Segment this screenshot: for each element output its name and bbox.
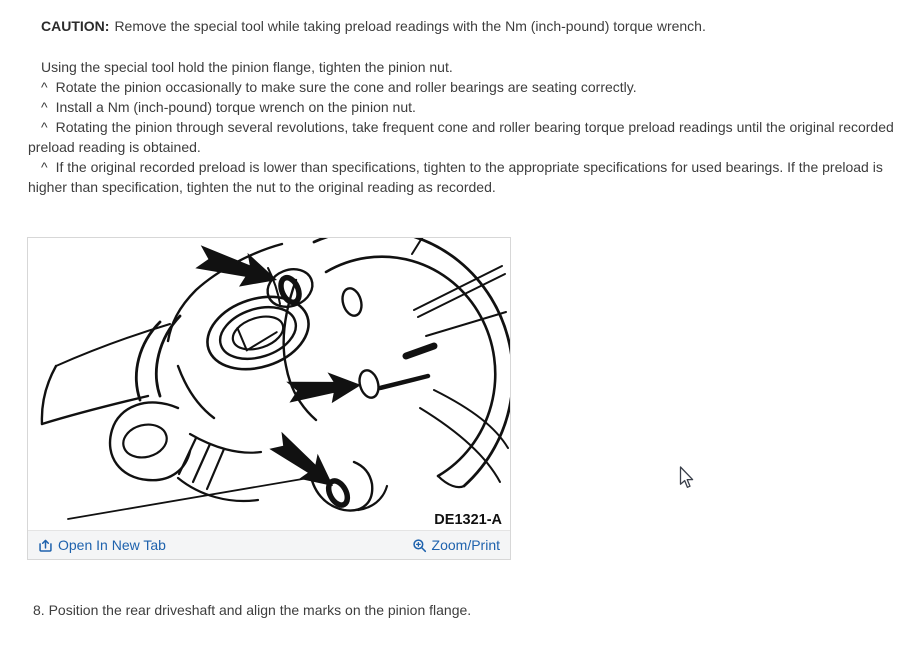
magnifier-plus-icon bbox=[412, 538, 427, 553]
pinion-flange-diagram bbox=[28, 238, 510, 530]
diagram-driveshaft-tube bbox=[42, 316, 180, 424]
zoom-print-label: Zoom/Print bbox=[431, 537, 500, 553]
open-in-new-tab-label: Open In New Tab bbox=[58, 537, 166, 553]
caution-text: Remove the special tool while taking preload readings with the Nm (inch-pound) torque wrench. bbox=[114, 18, 706, 34]
bullet-item bbox=[28, 97, 912, 117]
figure-code-label: DE1321-A bbox=[434, 512, 502, 528]
bullet-marker: ^ bbox=[41, 159, 48, 175]
bullet-item bbox=[28, 157, 912, 197]
diagram-boot-ridges bbox=[178, 434, 261, 501]
caution-paragraph bbox=[28, 16, 912, 36]
intro-paragraph: Using the special tool hold the pinion flange, tighten the pinion nut. bbox=[41, 59, 453, 75]
bullet-text: Rotate the pinion occasionally to make sure the cone and roller bearings are seating correctly. bbox=[55, 79, 637, 95]
diagram-flange-rim bbox=[314, 238, 510, 487]
open-in-new-tab-link[interactable] bbox=[38, 535, 166, 555]
diagram-yoke-ear bbox=[110, 402, 190, 480]
bullet-item bbox=[28, 117, 912, 157]
mouse-cursor bbox=[679, 466, 695, 490]
bullet-marker: ^ bbox=[41, 119, 48, 135]
diagram-indicator-arrows bbox=[193, 240, 363, 498]
zoom-print-link[interactable] bbox=[412, 535, 500, 555]
bullet-text: If the original recorded preload is lower than specifications, tighten to the appropriate specifications for used bearings. If the preload is higher than specification, tighten the nut to the original reading as recorded. bbox=[28, 159, 883, 195]
instruction-text-block bbox=[0, 16, 922, 197]
bullet-item bbox=[28, 77, 912, 97]
caution-label: CAUTION: bbox=[41, 18, 110, 34]
step-paragraph: 8. Position the rear driveshaft and align the marks on the pinion flange. bbox=[33, 602, 472, 618]
figure-panel bbox=[27, 237, 511, 560]
bullet-text: Rotating the pinion through several revolutions, take frequent cone and roller bearing torque preload readings until the original recorded preload reading is obtained. bbox=[28, 119, 894, 155]
figure-footer-bar bbox=[28, 530, 510, 559]
bullet-text: Install a Nm (inch-pound) torque wrench on the pinion nut. bbox=[55, 99, 416, 115]
bullet-marker: ^ bbox=[41, 99, 48, 115]
bullet-marker: ^ bbox=[41, 79, 48, 95]
open-in-new-tab-icon bbox=[38, 538, 53, 553]
diagram-top-hole bbox=[262, 263, 318, 314]
